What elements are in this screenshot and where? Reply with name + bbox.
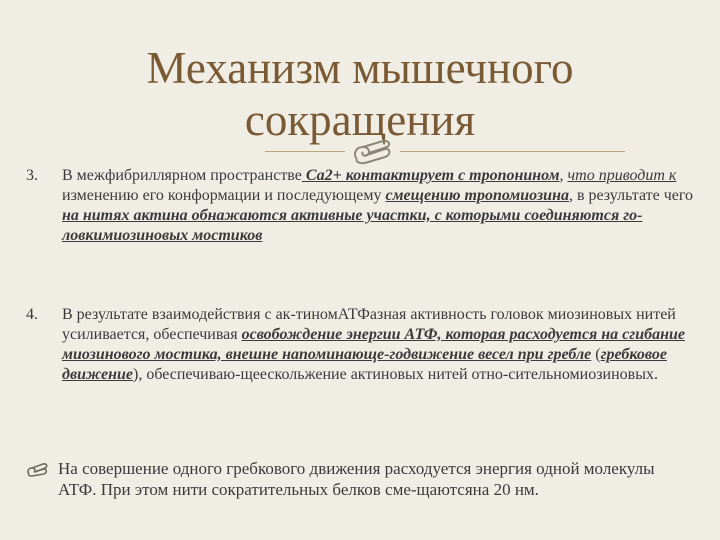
list-item-text [62,305,696,385]
text-segment: В межфибриллярном пространстве [62,167,302,184]
text-segment-emphasis: смещению тропомиозина [385,187,569,204]
text-segment-emphasis: что приводит к [567,167,677,184]
scroll-ornament-icon [351,137,393,165]
text-segment-emphasis: Са2+ контактирует с тропонином [301,167,560,184]
text-segment: изменению его конформации и последующему [62,187,386,204]
title-line-1: Механизм мышечного [146,43,574,94]
list-item-4 [26,305,696,385]
bullet-text: На совершение одного гребкового движения расходуется энергия одной молекулы АТФ. При этом нити сократительных белков сме-щаютсяна 20 нм. [58,459,655,499]
list-item-number: 3. [26,167,38,184]
slide-title [60,42,660,146]
text-segment-emphasis: гребковое движение [62,346,667,383]
title-divider-left [265,151,345,152]
text-segment-emphasis: освобождение энергии АТФ, которая расходуется на сгибание миозинового мостика, внешне напоминающе-годвижение весел при гребле [62,326,685,363]
text-segment: В результате взаимодействия с ак-тиномАТФазная активность головок миозиновых нитей усиливается, обеспечивая [62,306,676,343]
bullet-paragraph [26,458,686,500]
title-divider-right [400,151,625,152]
scroll-bullet-icon [26,461,48,477]
list-item-text [62,166,696,246]
text-segment: ( [591,346,601,363]
text-segment: ), обеспечиваю-щеескольжение актиновых нитей отно-сительномиозиновых. [133,366,658,383]
title-line-2: сокращения [244,95,476,146]
text-segment: , [559,167,568,184]
text-segment-emphasis: на нитях актина обнажаются активные участки, с которыми соединяются го-ловкимиозиновых мостиков [62,207,643,244]
text-segment: , в результате чего [568,187,694,204]
list-item-number: 4. [26,306,38,323]
list-item-3 [26,166,696,246]
